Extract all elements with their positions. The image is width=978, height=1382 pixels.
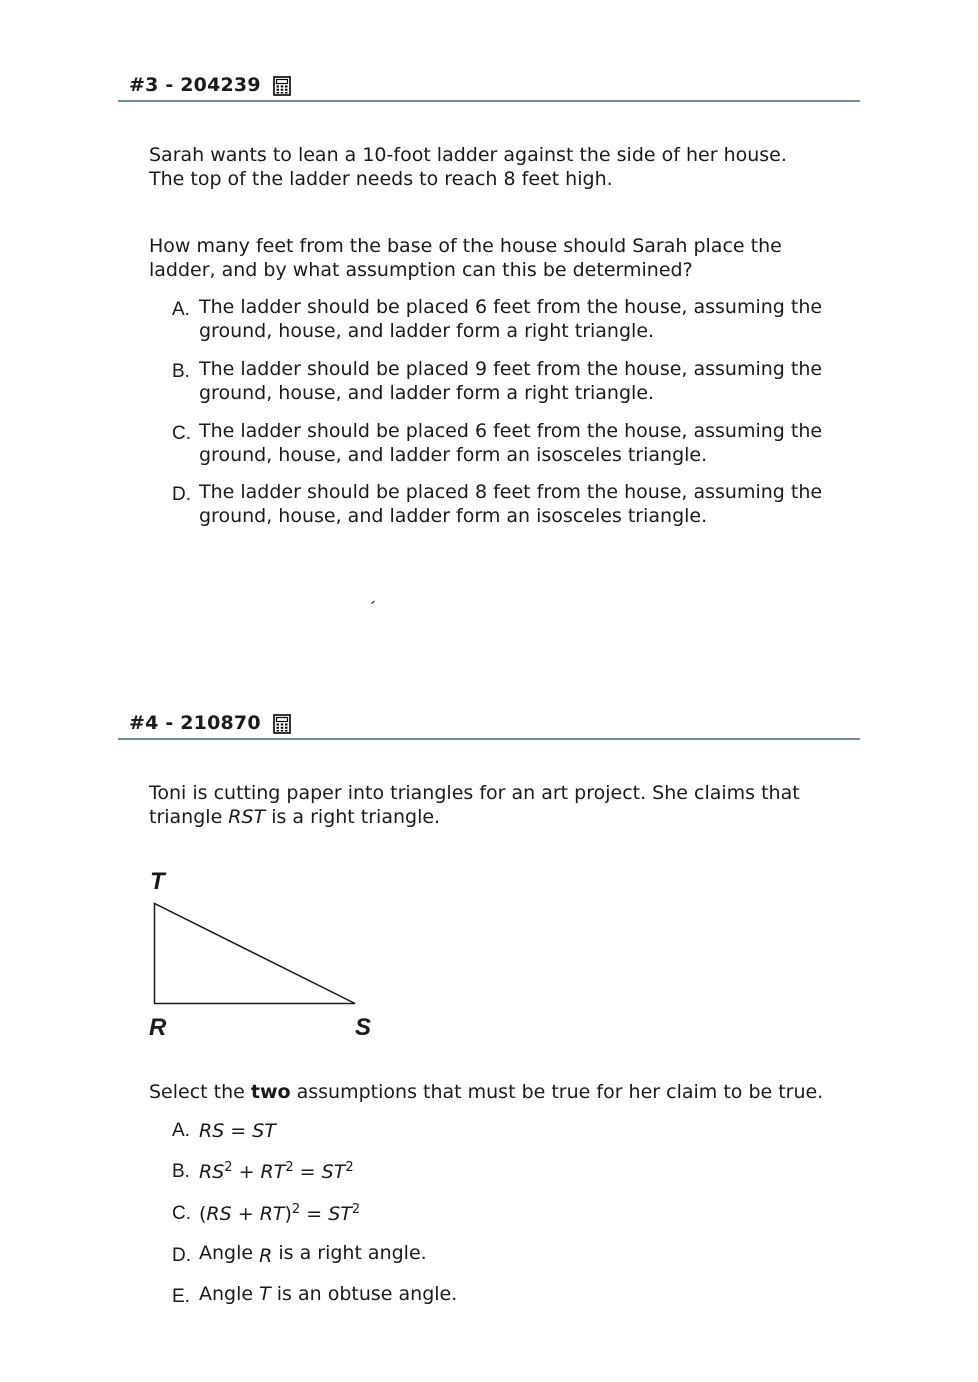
choice-letter: A. — [172, 299, 190, 320]
math-operator: + — [231, 1203, 260, 1225]
question-3-stem-line1: Sarah wants to lean a 10-foot ladder against the side of her house. — [149, 144, 787, 166]
choice-text-line2: ground, house, and ladder form an isosceles triangle. — [199, 505, 708, 527]
choice-text-line1: The ladder should be placed 8 feet from the house, assuming the — [199, 481, 823, 503]
choice-text — [199, 1241, 859, 1265]
choice-text — [199, 295, 859, 343]
choice-letter: B. — [172, 1161, 190, 1182]
choice-text — [199, 1119, 859, 1143]
math-term: ST — [321, 1161, 346, 1183]
math-operator: = — [224, 1120, 253, 1142]
choice-text-line2: ground, house, and ladder form a right triangle. — [199, 320, 655, 342]
prompt-text: Select the — [149, 1081, 251, 1103]
choice-text-line2: ground, house, and ladder form an isosceles triangle. — [199, 444, 708, 466]
choice-letter: C. — [172, 423, 191, 444]
vertex-label-t: T — [150, 868, 165, 895]
stem-text: triangle — [149, 806, 229, 828]
calculator-icon[interactable] — [273, 76, 291, 96]
question-4-stem-line1: Toni is cutting paper into triangles for an art project. She claims that — [149, 782, 800, 804]
choice-letter: D. — [172, 484, 191, 505]
stray-mark — [371, 600, 375, 604]
math-exponent: 2 — [351, 1202, 361, 1217]
choice-text — [199, 480, 859, 528]
choice-text — [199, 357, 859, 405]
angle-variable: T — [259, 1283, 271, 1305]
choice-text-line1: The ladder should be placed 6 feet from the house, assuming the — [199, 420, 823, 442]
question-3-stem-line2: The top of the ladder needs to reach 8 feet high. — [149, 168, 613, 190]
question-3-header — [118, 76, 860, 102]
math-operator: = — [300, 1203, 329, 1225]
choice-text-part: Angle — [199, 1283, 260, 1305]
choice-text-part: Angle — [199, 1242, 260, 1264]
triangle-rst — [155, 904, 356, 1004]
prompt-emphasis: two — [250, 1081, 291, 1103]
math-paren: ) — [284, 1203, 292, 1225]
math-term: RS — [199, 1161, 225, 1183]
question-3-stem — [149, 143, 849, 191]
choice-letter: D. — [172, 1245, 191, 1266]
math-term: RS — [199, 1120, 225, 1142]
question-4-number: #4 - 210870 — [129, 712, 261, 734]
question-4-header — [118, 714, 860, 740]
math-paren: ( — [199, 1203, 207, 1225]
choice-letter: E. — [172, 1286, 190, 1307]
question-4-stem-line2 — [149, 805, 849, 829]
math-exponent: 2 — [285, 1160, 294, 1175]
choice-letter: A. — [172, 1120, 190, 1141]
prompt-text: assumptions that must be true for her claim to be true. — [290, 1081, 824, 1103]
math-operator: + — [232, 1161, 261, 1183]
math-exponent: 2 — [345, 1160, 354, 1175]
calculator-icon[interactable] — [273, 714, 291, 734]
question-3-prompt-line2: ladder, and by what assumption can this be determined? — [149, 259, 693, 281]
math-term: RT — [259, 1203, 285, 1225]
question-3-number: #3 - 204239 — [129, 74, 261, 96]
question-4-prompt — [149, 1080, 869, 1104]
question-3-prompt — [149, 234, 849, 282]
question-4-stem — [149, 781, 849, 829]
choice-text-part: is a right angle. — [272, 1242, 427, 1264]
math-term: ST — [252, 1120, 276, 1142]
choice-letter: C. — [172, 1203, 191, 1224]
angle-variable: R — [259, 1245, 273, 1267]
choice-text-line1: The ladder should be placed 6 feet from the house, assuming the — [199, 296, 823, 318]
choice-text-line2: ground, house, and ladder form a right triangle. — [199, 382, 655, 404]
math-exponent: 2 — [291, 1202, 301, 1217]
question-3-prompt-line1: How many feet from the base of the house should Sarah place the — [149, 235, 782, 257]
triangle-rst-figure — [150, 900, 360, 1008]
math-operator: = — [293, 1161, 322, 1183]
vertex-label-r: R — [149, 1014, 167, 1041]
choice-text — [199, 1282, 859, 1306]
math-term: ST — [328, 1203, 352, 1225]
vertex-label-s: S — [355, 1014, 372, 1041]
stem-text: is a right triangle. — [265, 806, 441, 828]
math-term: RS — [206, 1203, 232, 1225]
triangle-name: RST — [228, 806, 266, 828]
choice-letter: B. — [172, 361, 190, 382]
choice-text — [199, 1202, 859, 1226]
choice-text-line1: The ladder should be placed 9 feet from the house, assuming the — [199, 358, 823, 380]
choice-text-part: is an obtuse angle. — [270, 1283, 458, 1305]
math-term: RT — [260, 1161, 286, 1183]
choice-text — [199, 1160, 859, 1184]
choice-text — [199, 419, 859, 467]
math-exponent: 2 — [224, 1160, 233, 1175]
